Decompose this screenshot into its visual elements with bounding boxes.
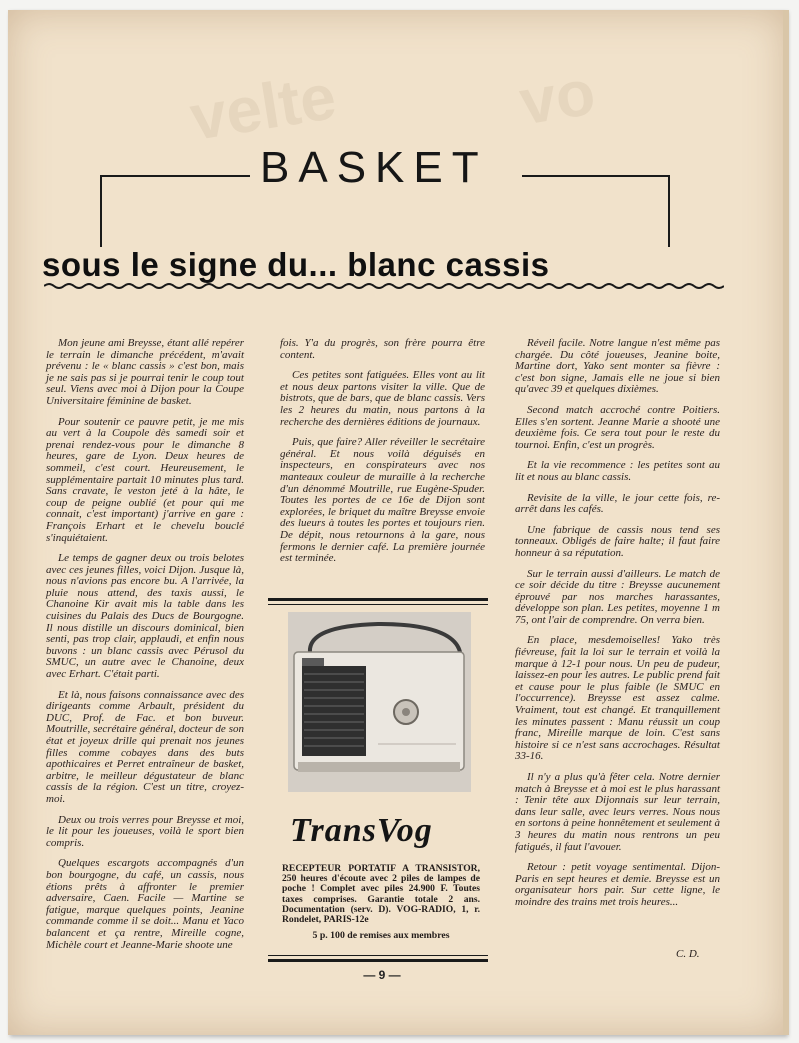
paragraph: Mon jeune ami Breysse, étant allé repérer le terrain le dimanche précédent, m'avait prévenu : le « blanc cassis » c'est bon, mais je ne sais pas si je pourrai tenir le coup tout seul. Viens avec moi à Dijon pour la Coupe Universitaire féminine de basket. xyxy=(46,337,244,407)
paragraph: En place, mesdemoiselles! Yako très fiévreuse, fait la loi sur le terrain et voilà la marque à 12-1 pour nous. Un peu de pudeur, laissez-en pour les autres. Le public prend fait et cause pour le plus faible (le SMUC en l'occurrence). Breysse est assez calme. Vraiment, tout est changé. Et tranquillement les minutes passent : Manu réussit un coup franc, Mireille marque de loin. C'est sans histoire si ce n'est sans accrochages. Résultat 33-16. xyxy=(515,634,720,763)
article-column-2 xyxy=(280,338,485,574)
bleed-through-text: velte xyxy=(185,60,341,154)
paragraph: Second match accroché contre Poitiers. Elles s'en sortent. Jeanne Marie a shooté une deuxième fois. Ce sera tout pour le reste du tournoi. Enfin, c'est un progrès. xyxy=(515,403,720,451)
advert-headline: RECEPTEUR PORTATIF A TRANSISTOR, xyxy=(282,863,480,874)
ad-rule xyxy=(268,955,488,956)
advert-brand-logo: TransVog xyxy=(290,812,433,849)
paragraph: Réveil facile. Notre langue n'est même pas chargée. Du côté joueuses, Jeanine boite, Martine dort, Yako sent monter sa fièvre : c'est bon signe, Jamais elle ne joue si bien qu'avec 39 et quelques dixièmes. xyxy=(515,337,720,396)
paragraph: Ces petites sont fatiguées. Elles vont au lit et nous deux partons visiter la ville. Que de bistrots, que de bars, que de blanc cassis. Vers les 2 heures du matin, nous partons à la recherche des dernières éditions de journaux. xyxy=(280,369,485,428)
paragraph: Quelques escargots accompagnés d'un bon bourgogne, du café, un cassis, nous étions prêts à affronter le premier adversaire, Caen. Facile — Martine se fatigue, marque quelques points, Jeanine commande comme il se doit... Manu et Yaco balancent et ça rentre, Mireille cogne, Michèle court et Jeanne-Marie shoote une xyxy=(46,857,244,951)
title-frame-left-post xyxy=(100,175,102,247)
paragraph: Pour soutenir ce pauvre petit, je me mis au vert à la Coupole dès samedi soir et prenai rendez-vous pour le dimanche 8 heures, gare de Lyon. Deux heures de sommeil, c'est court. Heureusement, le supplémentaire partait 10 minutes plus tard. Sans cravate, le veston jeté à la hâte, le coup de peigne oublié (et pour qui me connait, c'est important) j'arrive en gare : François Erhart et le chevelu bouclé s'inquiétaient. xyxy=(46,415,244,544)
paragraph: Et là, nous faisons connaissance avec des dirigeants comme Arbault, président du DUC, Prof. de Fac. et bon buveur. Moutrille, secrétaire général, docteur de son état et joyeux drille qui prenait nos jeunes filles comme cobayes dans des buts apothicaires et Perret entraîneur de basket, arbitre, le meilleur dégustateur de blanc cassis de la région. C'est un titre, croyez-moi. xyxy=(46,688,244,805)
advert-body: 250 heures d'écoute avec 2 piles de lampes de poche ! Complet avec piles 24.900 F. Toutes taxes comprises. Garantie totale 2 ans. Documentation (serv. D). VOG-RADIO, 1, r. Rondelet, PARIS-12e xyxy=(282,873,480,926)
ad-rule xyxy=(268,604,488,605)
paragraph: Deux ou trois verres pour Breysse et moi, le lit pour les joueuses, voilà le sport bien compris. xyxy=(46,813,244,849)
paragraph: Une fabrique de cassis nous tend ses tonneaux. Obligés de faire halte; il faut faire honneur à sa réputation. xyxy=(515,523,720,559)
advert-copy xyxy=(282,864,480,925)
author-signature: C. D. xyxy=(676,948,700,960)
title-frame-right-post xyxy=(668,175,670,247)
title-frame-left-rule xyxy=(100,175,250,177)
page-edge xyxy=(783,10,789,1035)
paragraph: Puis, que faire? Aller réveiller le secrétaire général. Et nous voilà déguisés en inspecteurs, en conspirateurs avec nos manteaux couleur de muraille à la recherche d'un dénommé Moutrille, rue Eugène-Spuder. Toutes les portes de ce 16e de Dijon sont explorées, le briquet du maître Breysse envoie des lueurs à toutes les portes et toujours rien. De dépit, nous retournons à la gare, nous fermons le dernier café. La première journée est terminée. xyxy=(280,436,485,565)
advert-footer: 5 p. 100 de remises aux membres xyxy=(312,930,450,941)
page-number: — 9 — xyxy=(363,968,401,982)
paragraph: Revisite de la ville, le jour cette fois, re-arrêt dans les cafés. xyxy=(515,491,720,516)
article-column-3 xyxy=(515,338,720,918)
article-column-1 xyxy=(46,338,244,960)
wavy-divider xyxy=(44,282,724,290)
paragraph: Et la vie recommence : les petites sont au lit et nous au blanc cassis. xyxy=(515,459,720,483)
bleed-through-text: vo xyxy=(514,55,600,139)
title-frame-right-rule xyxy=(522,175,670,177)
article-headline: sous le signe du... blanc cassis xyxy=(42,246,550,283)
paragraph: Sur le terrain aussi d'ailleurs. Le match de ce soir décide du titre : Breysse aucunement éprouvé par nos marches harassantes, développe son plan. Les petites, moyenne 1 m 75, ont l'air de comprendre. On verra bien. xyxy=(515,567,720,626)
paragraph: Retour : petit voyage sentimental. Dijon-Paris en sept heures et demie. Breysse est un organisateur hors pair. Sur cette ligne, le moindre des trains met trois heures... xyxy=(515,861,720,908)
paragraph: Il n'y a plus qu'à fêter cela. Notre dernier match à Breysse et à moi est le plus harassant : Tenir tête aux Dijonnais sur leur terrain, dans leur salle, avec leurs verres. Nous nous en sortons à peine honnêtement et seulement à 3 heures du matin nous rentrons un peu fatigués, il faut l'avouer. xyxy=(515,771,720,853)
paragraph: fois. Y'a du progrès, son frère pourra être content. xyxy=(280,337,485,361)
transistor-radio-photo xyxy=(288,612,471,792)
paragraph: Le temps de gagner deux ou trois belotes avec ces jeunes filles, voici Dijon. Jusque là, nous n'avions pas encore bu. A l'arrivée, la pluie nous attend, des taxis aussi, le Chanoine Kir avait mis la table dans les cuisines du Palais des Ducs de Bourgogne. Il nous distille un discours dominical, bien senti, pas trop clair, applaudi, et enfin nous buvons : un blanc cassis avec Pérusol du SMUC, un autre avec le Chanoine, deux avec Erhart. C'était parti. xyxy=(46,552,244,681)
section-kicker: BASKET xyxy=(260,143,488,192)
